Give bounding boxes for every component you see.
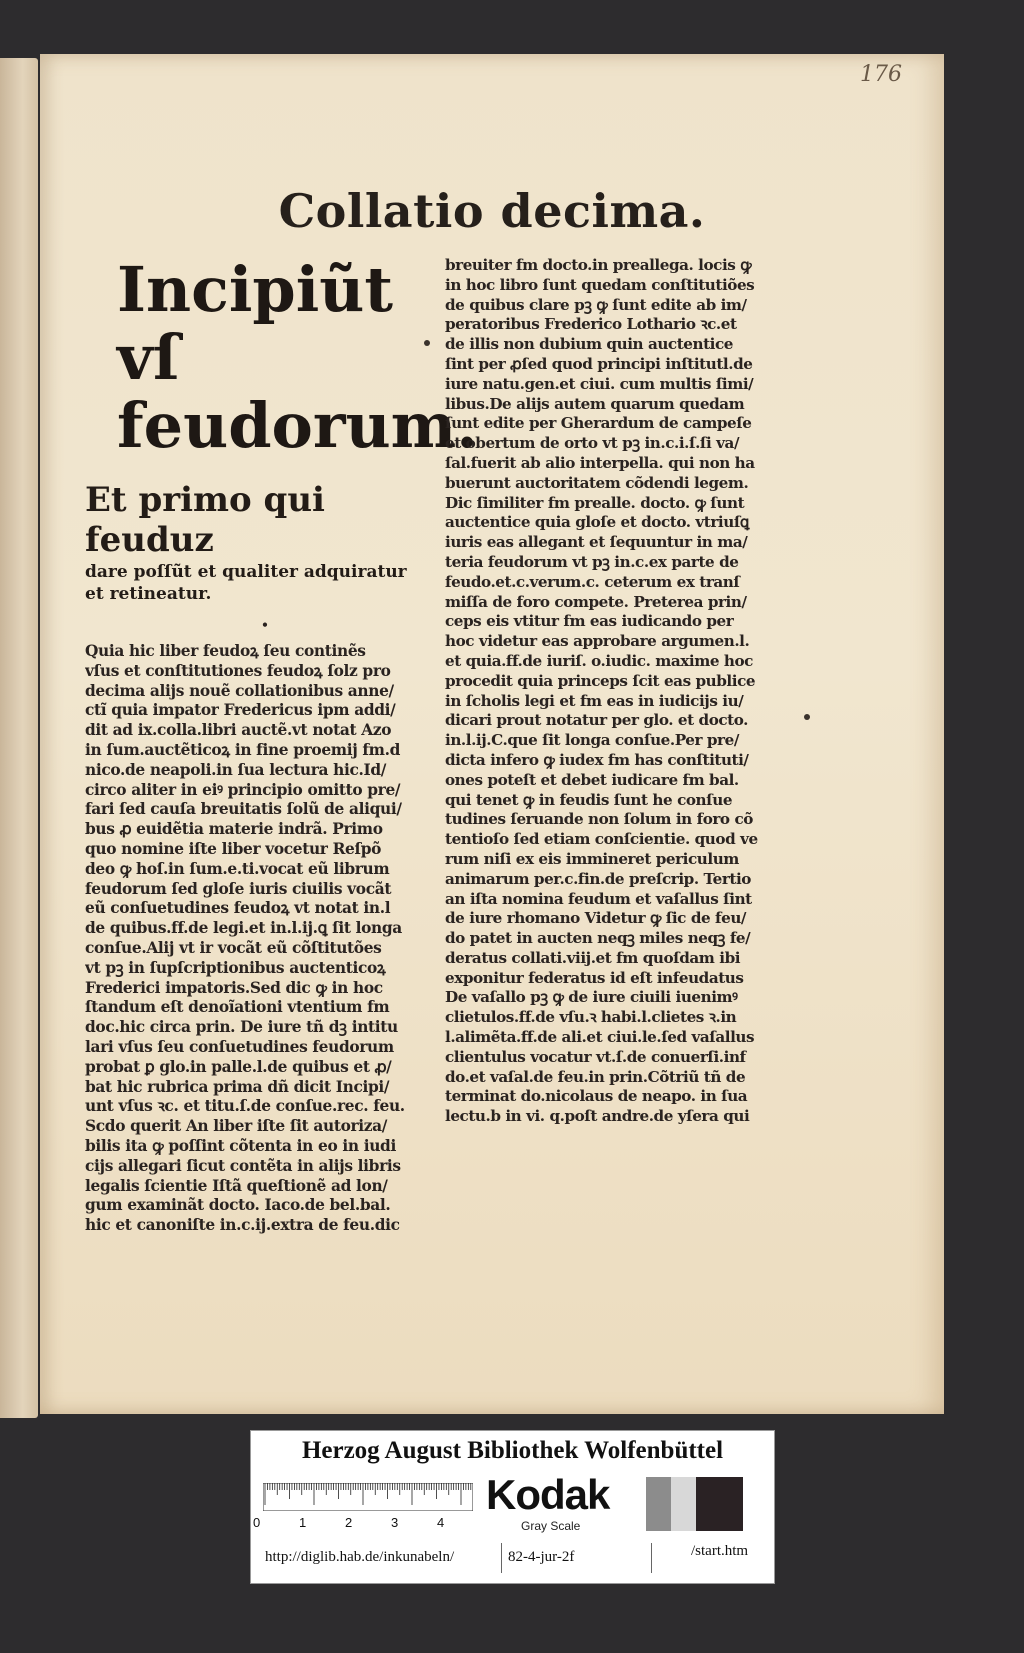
shelfmark: 82-4-jur-2f: [508, 1549, 575, 1565]
text-line: in ſcholis legi et fm eas in iudicijs iu/: [445, 691, 744, 710]
library-name: Herzog August Bibliothek Wolfenbüttel: [301, 1437, 724, 1464]
gray-patch-dark: [696, 1477, 743, 1531]
text-line: vſus et conſtitutiones feudoꝝ ſolz pro: [85, 661, 391, 680]
text-line: ſint per ꝓſed quod principi inſtitutl.de: [445, 354, 753, 373]
text-line: lari vſus ſeu conſuetudines feudorum: [85, 1037, 394, 1056]
ruler-scale: [253, 1515, 473, 1531]
text-line: de iure rhomano Videtur ꝙ ſic de feu/: [445, 909, 747, 928]
ruler-number: 1: [299, 1515, 307, 1530]
section-title: [117, 253, 478, 462]
text-line: deo ꝙ hoſ.in ſum.e.ti.vocat eũ librum: [85, 859, 390, 878]
measuring-ruler: [263, 1483, 473, 1511]
text-line: dit ad ix.colla.libri auctẽ.vt notat Azo: [85, 721, 392, 740]
text-line: libus.De alijs autem quarum quedam: [445, 394, 745, 413]
text-line: conſue.Alij vt ir vocãt eũ cõſtitutões: [85, 938, 382, 957]
text-line: clietulos.ff.de vſu.ꝛ habi.l.clietes ꝛ.in: [445, 1008, 737, 1027]
text-line: Frederici impatoris.Sed dic ꝙ in hoc: [85, 978, 383, 997]
text-line: do.et vaſal.de feu.in prin.Cõtriũ tñ de: [445, 1067, 746, 1086]
text-line: De vaſallo pꝫ ꝙ de iure ciuili iuenimꝰ: [445, 988, 738, 1007]
text-line: bat hic rubrica prima dñ dicit Incipi/: [85, 1077, 390, 1096]
subtitle-heading: Et primo qui feuduz: [85, 480, 325, 560]
paragraph-mark: •: [261, 618, 269, 632]
ruler-number: 0: [253, 1515, 261, 1530]
text-line: doc.hic circa prin. De iure tñ dꝫ intitu: [85, 1018, 398, 1037]
text-line: de quibus clare pꝫ ꝙ ſunt edite ab im/: [445, 295, 747, 314]
text-line: ctĩ quia impator Fredericus ipm addi/: [85, 701, 396, 720]
section-title-line: feudorum.: [117, 389, 478, 462]
right-column: [445, 256, 813, 1127]
text-line: peratoribus Frederico Lothario ꝛc.et: [445, 315, 737, 334]
left-column: [85, 253, 478, 1236]
text-line: teria feudorum vt pꝫ in.c.ex parte de: [445, 552, 739, 571]
text-line: Scdo querit An liber iſte ſit autoriza/: [85, 1117, 388, 1136]
ruler-number: 3: [391, 1515, 399, 1530]
library-color-card: [250, 1430, 775, 1584]
text-line: miſſa de foro compete. Preterea prin/: [445, 592, 747, 611]
ink-mark: [804, 714, 810, 720]
text-line: decima alijs nouẽ collationibus anne/: [85, 681, 394, 700]
text-line: feudo.et.c.verum.c. ceterum ex tranſ: [445, 572, 740, 591]
text-line: dicari prout notatur per glo. et docto.: [445, 711, 748, 730]
text-line: rum niſi ex eis immineret periculum: [445, 849, 739, 868]
label-divider: [501, 1543, 502, 1573]
text-line: ſunt edite per Gherardum de campeſe: [445, 414, 752, 433]
text-line: exponitur federatus id eſt infeudatus: [445, 968, 744, 987]
text-line: de illis non dubium quin auctentice: [445, 335, 733, 354]
text-line: circo aliter in eiꝰ principio omitto pre/: [85, 780, 401, 799]
text-line: de quibus.ff.de legi.et in.l.ij.ꝗ ſit longa: [85, 919, 402, 938]
text-line: in ſum.auctẽticoꝝ in fine proemij fm.d: [85, 740, 401, 759]
text-line: feudorum ſed gloſe iuris ciuilis vocãt: [85, 879, 392, 898]
text-line: qui tenet ꝙ in feudis ſunt he conſue: [445, 790, 733, 809]
text-line: hic et canoniſte in.c.ij.extra de feu.dic: [85, 1216, 400, 1235]
text-line: bus ꝓ euidẽtia materie indrã. Primo: [85, 820, 383, 839]
text-line: ſtandum eſt denoĩationi vtentium fm: [85, 998, 390, 1017]
ruler-number: 2: [345, 1515, 353, 1530]
text-line: fari ſed cauſa breuitatis ſolũ de aliqui/: [85, 800, 402, 819]
text-line: dicta infero ꝙ iudex fm has conſtituti/: [445, 750, 749, 769]
start-url: /start.htm: [691, 1543, 749, 1559]
text-line: animarum per.c.fin.de preſcrip. Tertio: [445, 869, 751, 888]
text-line: terminat do.nicolaus de neapo. in ſua: [445, 1087, 748, 1106]
text-line: hoc videtur eas approbare argumen.l.: [445, 632, 750, 651]
text-line: ones poteſt et debet iudicare fm bal.: [445, 770, 739, 789]
book-page: [40, 54, 944, 1414]
text-line: iure natu.gen.et ciui. cum multis ſimi/: [445, 374, 754, 393]
adjacent-page-edge: [0, 58, 38, 1418]
text-line: deratus collati.viij.et fm quoſdam ibi: [445, 948, 741, 967]
text-line: cijs allegari ſicut contẽta in alijs libris: [85, 1156, 401, 1175]
text-line: quo nomine iſte liber vocetur Reſpõ: [85, 839, 382, 858]
kodak-logo: Kodak: [486, 1471, 610, 1518]
text-line: Quia hic liber feudoꝝ ſeu continẽs: [85, 642, 366, 660]
ruler-number: 4: [437, 1515, 445, 1530]
text-line: eũ conſuetudines feudoꝝ vt notat in.l: [85, 899, 391, 918]
text-line: et quia.ff.de iuriſ. o.iudic. maxime hoc: [445, 651, 753, 670]
text-line: in hoc libro ſunt quedam conſtitutiões: [445, 275, 755, 294]
text-line: buerunt auctoritatem cõdendi legem.: [445, 473, 749, 492]
left-column-text: [85, 642, 445, 1236]
text-line: legalis ſcientie Iſtã queſtionẽ ad lon/: [85, 1176, 388, 1195]
text-line: lectu.b in vi. q.poſt andre.de yſera qui: [445, 1107, 750, 1126]
text-line: tudines ſeruande non ſolum in foro cõ: [445, 810, 753, 829]
text-line: gum examinãt docto. Iaco.de bel.bal.: [85, 1196, 391, 1215]
section-title-line: Incipiũt vſ: [117, 253, 394, 394]
text-line: auctentice quia gloſe et docto. vtriuſꝗ: [445, 513, 750, 532]
text-line: ſal.fuerit ab alio interpella. qui non ha: [445, 453, 755, 472]
running-head: Collatio decima.: [278, 184, 706, 238]
gray-patch-light: [671, 1477, 696, 1531]
text-line: tentioſo ſed etiam conſcientie. quod ve: [445, 830, 758, 849]
text-line: l.alimẽta.ff.de ali.et ciui.le.ſed vaſallus: [445, 1028, 755, 1047]
right-column-text: [445, 256, 813, 1127]
ink-mark: [424, 340, 430, 346]
digital-library-url: http://diglib.hab.de/inkunabeln/: [265, 1549, 455, 1565]
text-line: probat ꝑ glo.in palle.l.de quibus et ꝓ/: [85, 1057, 392, 1076]
text-line: procedit quia princeps ſcit eas publice: [445, 671, 756, 690]
label-divider: [651, 1543, 652, 1573]
text-line: do patet in aucten neqꝫ miles neqꝫ fe/: [445, 929, 751, 948]
text-line: vt pꝫ in ſupſcriptionibus auctenticoꝝ: [85, 958, 386, 977]
text-line: nico.de neapoli.in ſua lectura hic.Id/: [85, 760, 387, 779]
text-line: an iſta nomina feudum et vaſallus ſint: [445, 889, 752, 908]
text-line: clientulus vocatur vt.ſ.de conuerſi.inf: [445, 1047, 746, 1066]
subtitle-line: et retineatur.: [85, 584, 212, 604]
folio-number: 176: [860, 62, 902, 87]
text-line: ceps eis vtitur fm eas iudicando per: [445, 612, 734, 631]
text-line: bilis ita ꝙ poſſint cõtenta in eo in iudi: [85, 1136, 396, 1155]
subtitle-line: dare poſſũt et qualiter adquiratur: [85, 562, 407, 582]
gray-scale-label: Gray Scale: [521, 1519, 581, 1533]
text-line: et obertum de orto vt pꝫ in.c.i.ſ.ſi va/: [445, 434, 740, 453]
text-line: in.l.ij.C.que ſit longa conſue.Per pre/: [445, 731, 739, 750]
text-line: iuris eas allegant et ſequuntur in ma/: [445, 533, 748, 552]
text-line: unt vſus ꝛc. et titu.ſ.de conſue.rec. feu.: [85, 1097, 405, 1116]
text-line: Dic ſimiliter fm prealle. docto. ꝙ ſunt: [445, 493, 745, 512]
text-line: breuiter fm docto.in preallega. locis ꝙ: [445, 256, 752, 274]
